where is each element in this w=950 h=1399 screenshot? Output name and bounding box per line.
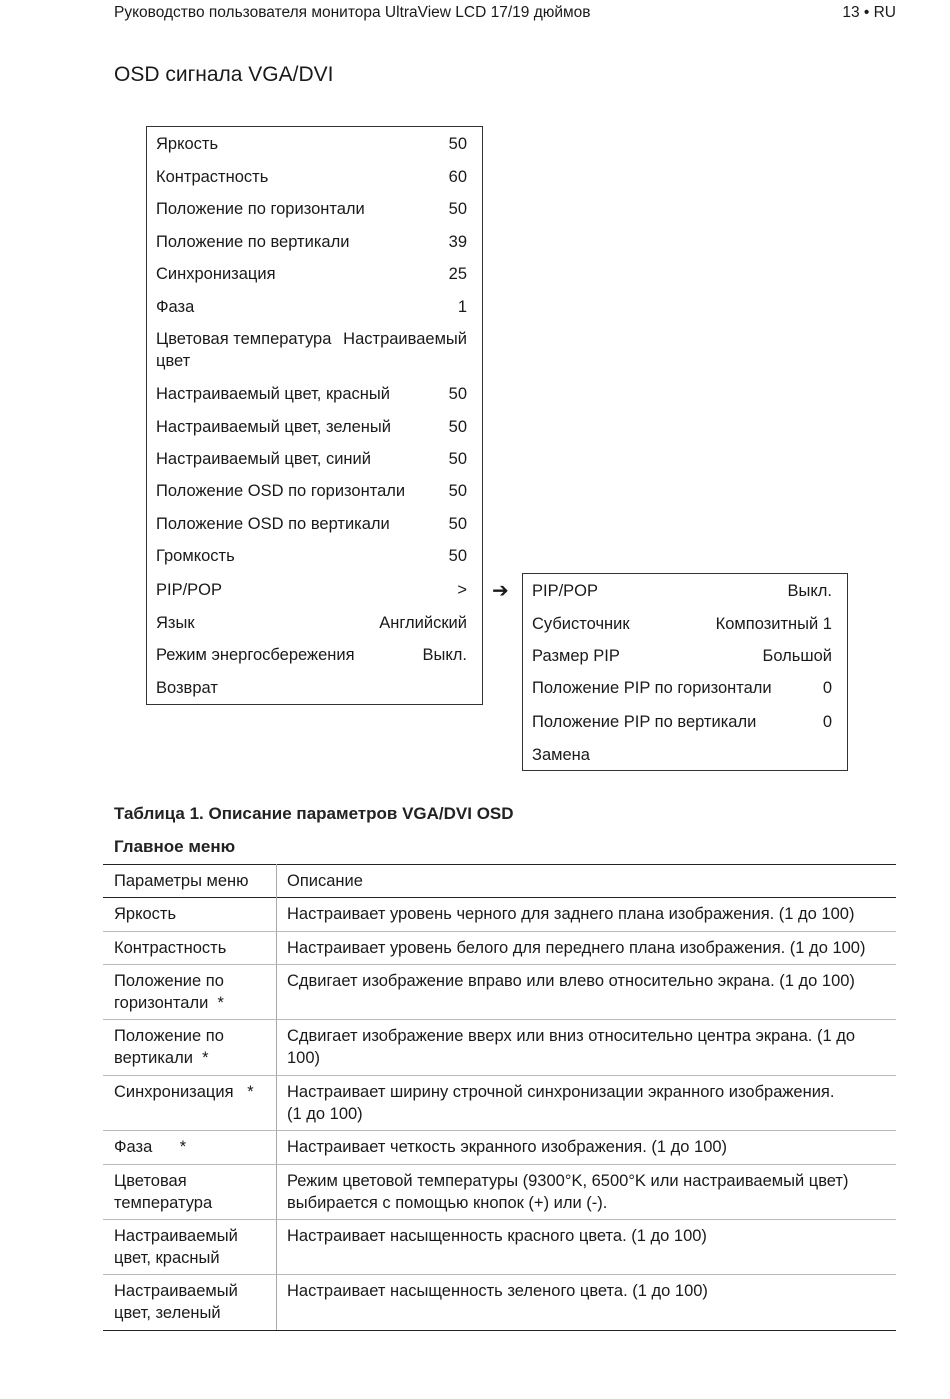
document-header-title: Руководство пользователя монитора UltraView LCD 17/19 дюймов [114,4,591,21]
osd-item-label: Положение OSD по вертикали [156,515,390,533]
table-rule [103,864,896,865]
table-cell-desc: Сдвигает изображение вправо или влево относительно экрана. (1 до 100) [287,972,855,990]
table-cell-param: Настраиваемый [114,1282,238,1300]
table-cell-param: Положение по [114,972,224,990]
pip-item-value: Большой [762,647,832,665]
osd-item-label: PIP/POP [156,581,223,599]
section-title: OSD сигнала VGA/DVI [114,63,334,86]
pip-item-label: Размер PIP [532,647,620,665]
table-rule [103,897,896,898]
table-rule [103,1274,896,1275]
table-header-param: Параметры меню [114,872,249,890]
osd-pip-submenu [522,573,848,771]
table-cell-param: Фаза * [114,1138,187,1156]
osd-item-value: > [457,581,467,599]
table-cell-desc: Настраивает ширину строчной синхронизации экранного изображения. [287,1083,835,1101]
osd-item-value: 39 [448,233,467,251]
table-cell-param: Синхронизация * [114,1083,254,1101]
table-cell-desc: Настраивает уровень белого для переднего плана изображения. (1 до 100) [287,939,866,957]
pip-item-label: PIP/POP [532,582,599,600]
pip-item-label: Субисточник [532,615,630,633]
table-cell-param: Настраиваемый [114,1227,238,1245]
pip-item-value: 0 [822,679,832,697]
osd-item-value: 25 [448,265,467,283]
osd-item-label: Синхронизация [156,265,276,283]
table-title: Таблица 1. Описание параметров VGA/DVI OSD [114,804,514,823]
osd-item-label: Язык [156,614,195,632]
table-cell-desc: Настраивает уровень черного для заднего плана изображения. (1 до 100) [287,905,855,923]
table-cell-desc: (1 до 100) [287,1105,363,1123]
osd-item-label: Настраиваемый цвет, синий [156,450,371,468]
table-cell-param: цвет, красный [114,1249,220,1267]
osd-item-label: Цветовая температура [156,330,332,348]
table-cell-param: Положение по [114,1027,224,1045]
table-rule [103,1219,896,1220]
table-cell-desc: Настраивает насыщенность красного цвета. (1 до 100) [287,1227,707,1245]
osd-item-label: Положение OSD по горизонтали [156,482,406,500]
pip-item-label: Замена [532,746,590,764]
osd-main-menu [146,126,483,705]
osd-item-label: Положение по горизонтали [156,200,365,218]
table-cell-param: горизонтали * [114,994,224,1012]
table-header-desc: Описание [287,872,363,890]
table-rule [103,1164,896,1165]
osd-item-value: 50 [448,200,467,218]
table-cell-param: вертикали * [114,1049,209,1067]
osd-item-label: Яркость [156,135,219,153]
osd-item-value: 50 [448,450,467,468]
table-cell-desc: 100) [287,1049,321,1067]
table-cell-param: цвет, зеленый [114,1304,221,1322]
osd-item-label: Громкость [156,547,235,565]
table-rule [103,1330,896,1331]
osd-item-label: Фаза [156,298,195,316]
table-cell-param: Яркость [114,905,177,923]
table-column-divider [276,864,277,1330]
osd-item-value: 50 [448,135,467,153]
table-cell-desc: Настраивает четкость экранного изображения. (1 до 100) [287,1138,728,1156]
osd-item-value: Настраиваемый [343,330,467,348]
table-rule [103,964,896,965]
osd-item-label: Возврат [156,679,218,697]
osd-item-value: 1 [457,298,467,316]
osd-item-value: 50 [448,547,467,565]
pip-item-label: Положение PIP по вертикали [532,713,757,731]
table-cell-param: Контрастность [114,939,227,957]
osd-item-value: 50 [448,418,467,436]
table-rule [103,1075,896,1076]
osd-item-value: 50 [448,515,467,533]
table-cell-desc: Настраивает насыщенность зеленого цвета. (1 до 100) [287,1282,708,1300]
arrow-right-icon: ➔ [492,580,509,602]
table-cell-desc: Сдвигает изображение вверх или вниз относительно центра экрана. (1 до [287,1027,856,1045]
pip-item-label: Положение PIP по горизонтали [532,679,772,697]
osd-item-value: Английский [379,614,467,632]
table-cell-desc: Режим цветовой температуры (9300°K, 6500°K или настраиваемый цвет) [287,1172,849,1190]
osd-item-value: 50 [448,385,467,403]
page-number: 13 • RU [842,4,896,21]
table-cell-param: Цветовая [114,1172,187,1190]
table-rule [103,1130,896,1131]
osd-item-label: Режим энергосбережения [156,646,355,664]
osd-item-value: 60 [448,168,467,186]
table-rule [103,931,896,932]
osd-item-label: Настраиваемый цвет, зеленый [156,418,391,436]
osd-item-value: 50 [448,482,467,500]
osd-item-label: Настраиваемый цвет, красный [156,385,390,403]
table-cell-desc: выбирается с помощью кнопок (+) или (-). [287,1194,608,1212]
table-subtitle: Главное меню [114,837,236,856]
osd-item-label: Контрастность [156,168,269,186]
table-rule [103,1019,896,1020]
table-cell-param: температура [114,1194,213,1212]
osd-item-value: Выкл. [422,646,467,664]
pip-item-value: Выкл. [787,582,832,600]
pip-item-value: Композитный 1 [715,615,832,633]
osd-item-label: Положение по вертикали [156,233,350,251]
osd-item-label-cont: цвет [156,352,191,370]
pip-item-value: 0 [822,713,832,731]
